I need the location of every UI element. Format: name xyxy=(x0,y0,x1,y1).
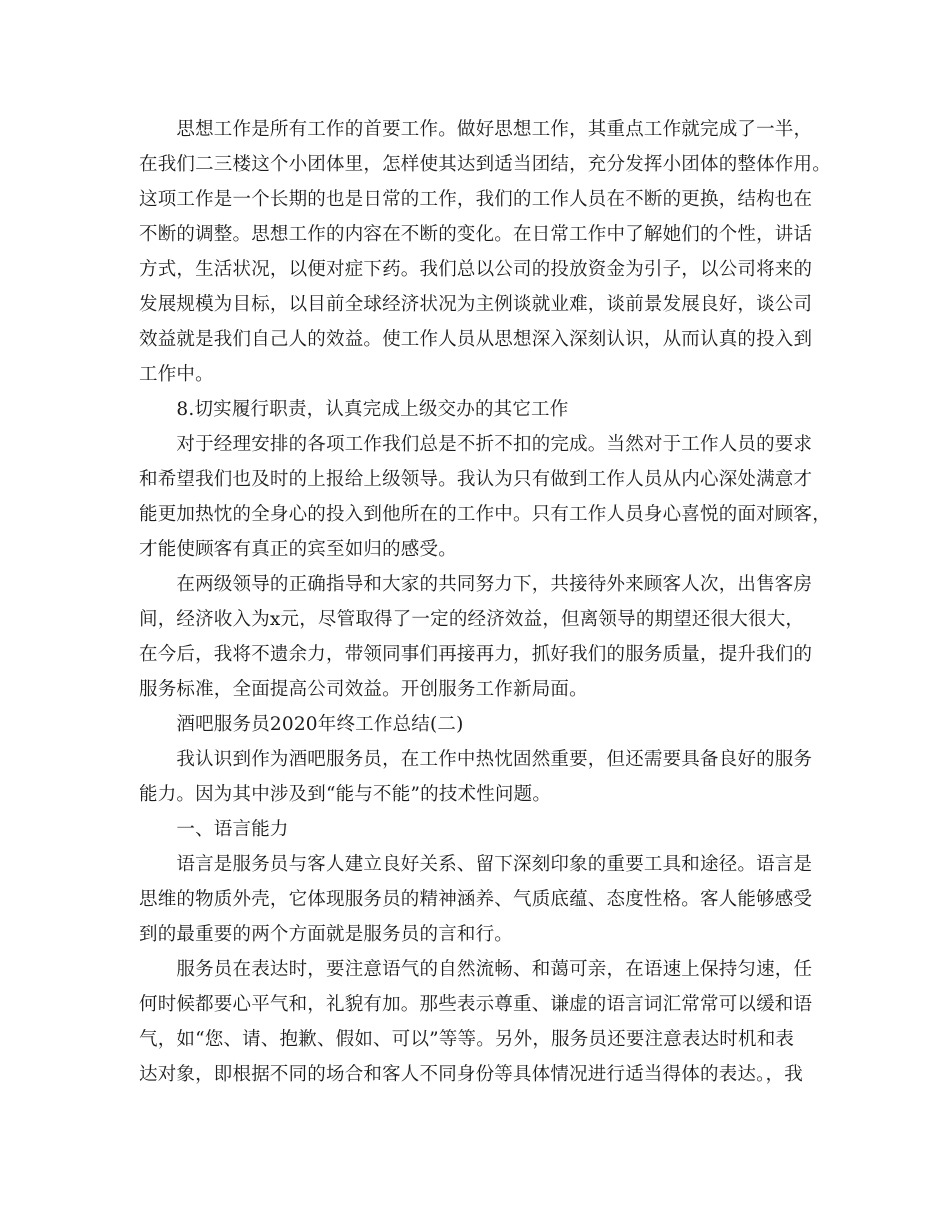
text-line: 不断的调整。思想工作的内容在不断的变化。在日常工作中了解她们的个性，讲话 xyxy=(139,224,813,245)
text-line: 能更加热忱的全身心的投入到他所在的工作中。只有工作人员身心喜悦的面对顾客， xyxy=(139,504,831,525)
text-line: 语言是服务员与客人建立良好关系、留下深刻印象的重要工具和途径。语言是 xyxy=(139,854,813,875)
text-line: 这项工作是一个长期的也是日常的工作，我们的工作人员在不断的更换，结构也在 xyxy=(139,189,813,210)
text-line: 服务标准，全面提高公司效益。开创服务工作新局面。 xyxy=(139,679,588,700)
section-heading: 一、语言能力 xyxy=(139,819,289,840)
text-line: 工作中。 xyxy=(139,364,214,385)
text-line: 效益就是我们自己人的效益。使工作人员从思想深入深刻认识，从而认真的投入到 xyxy=(139,329,813,350)
text-line: 思维的物质外壳，它体现服务员的精神涵养、气质底蕴、态度性格。客人能够感受 xyxy=(139,889,813,910)
text-line: 在今后，我将不遗余力，带领同事们再接再力，抓好我们的服务质量，提升我们的 xyxy=(139,644,813,665)
section-heading: 8.切实履行职责，认真完成上级交办的其它工作 xyxy=(139,399,569,420)
text-line: 在两级领导的正确指导和大家的共同努力下，共接待外来顾客人次，出售客房 xyxy=(139,574,813,595)
text-line: 我认识到作为酒吧服务员，在工作中热忱固然重要，但还需要具备良好的服务 xyxy=(139,749,813,770)
text-line: 间，经济收入为x元，尽管取得了一定的经济效益，但离领导的期望还很大很大， xyxy=(139,609,805,630)
text-line: 气，如“您、请、抱歉、假如、可以”等等。另外，服务员还要注意表达时机和表 xyxy=(139,1029,795,1050)
text-line: 方式，生活状况，以便对症下药。我们总以公司的投放资金为引子，以公司将来的 xyxy=(139,259,813,280)
text-line: 对于经理安排的各项工作我们总是不折不扣的完成。当然对于工作人员的要求 xyxy=(139,434,813,455)
text-line: 和希望我们也及时的上报给上级领导。我认为只有做到工作人员从内心深处满意才 xyxy=(139,469,813,490)
text-line: 达对象，即根据不同的场合和客人不同身份等具体情况进行适当得体的表达。，我 xyxy=(139,1064,803,1085)
text-line: 在我们二三楼这个小团体里，怎样使其达到适当团结，充分发挥小团体的整体作用。 xyxy=(139,154,831,175)
text-line: 能力。因为其中涉及到“能与不能”的技术性问题。 xyxy=(139,784,552,805)
text-line: 才能使顾客有真正的宾至如归的感受。 xyxy=(139,539,457,560)
text-line: 发展规模为目标，以目前全球经济状况为主例谈就业难，谈前景发展良好，谈公司 xyxy=(139,294,813,315)
text-line: 何时候都要心平气和，礼貌有加。那些表示尊重、谦虚的语言词汇常常可以缓和语 xyxy=(139,994,813,1015)
document-subtitle: 酒吧服务员2020年终工作总结(二) xyxy=(139,714,464,735)
text-line: 服务员在表达时，要注意语气的自然流畅、和蔼可亲，在语速上保持匀速，任 xyxy=(139,959,813,980)
text-line: 思想工作是所有工作的首要工作。做好思想工作，其重点工作就完成了一半， xyxy=(139,119,813,140)
text-line: 到的最重要的两个方面就是服务员的言和行。 xyxy=(139,924,514,945)
